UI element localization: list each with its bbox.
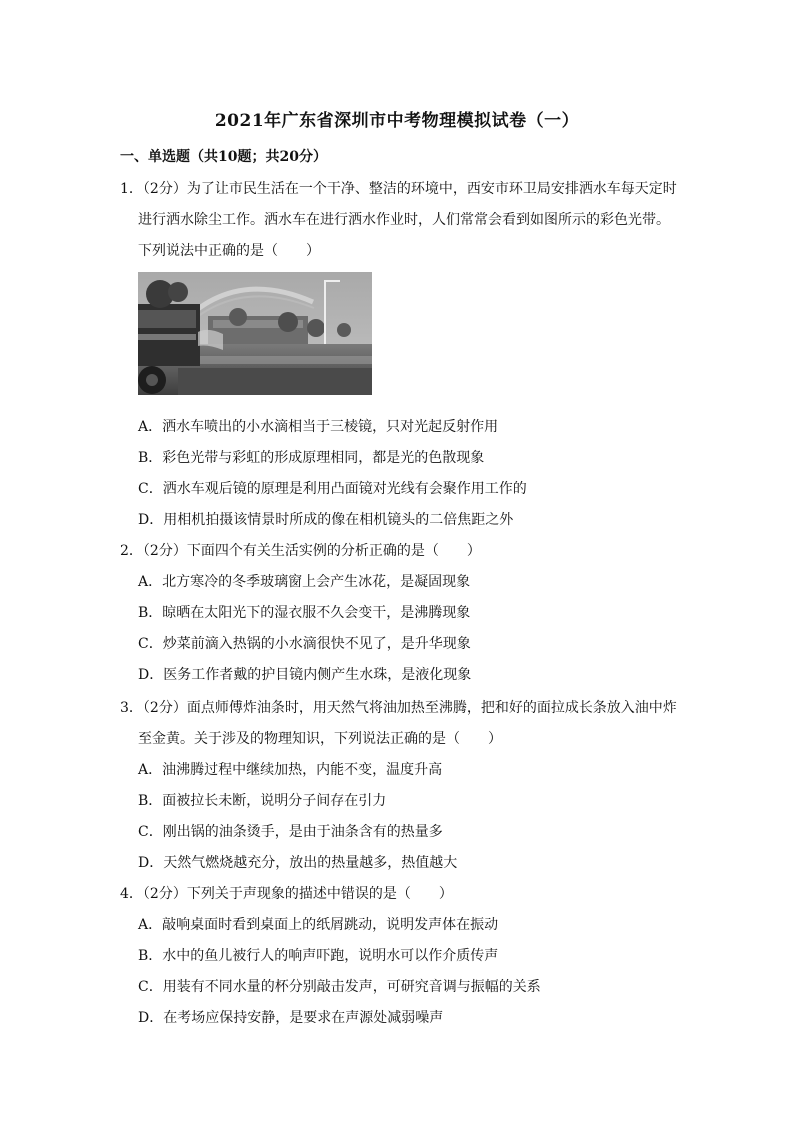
question-3-option-b: B．面被拉长未断，说明分子间存在引力	[138, 793, 387, 809]
question-3-option-a: A．油沸腾过程中继续加热，内能不变，温度升高	[138, 762, 443, 778]
question-4-option-c: C．用装有不同水量的杯分别敲击发声，可研究音调与振幅的关系	[138, 979, 541, 995]
sprinkler-truck-photo	[138, 272, 372, 395]
question-1-text-cont2: 下列说法中正确的是（ ）	[138, 243, 320, 259]
question-3-option-d: D．天然气燃烧越充分，放出的热量越多，热值越大	[138, 855, 458, 871]
question-4-option-b: B．水中的鱼儿被行人的响声吓跑，说明水可以作介质传声	[138, 948, 499, 964]
question-1-text-cont: 进行洒水除尘工作。洒水车在进行洒水作业时，人们常常会看到如图所示的彩色光带。	[138, 212, 670, 228]
question-3-option-c: C．刚出锅的油条烫手，是由于油条含有的热量多	[138, 824, 443, 840]
question-2-text: 2．（2分）下面四个有关生活实例的分析正确的是（ ）	[120, 543, 481, 559]
question-3-text-cont: 至金黄。关于涉及的物理知识，下列说法正确的是（ ）	[138, 731, 502, 747]
question-2-option-a: A．北方寒冷的冬季玻璃窗上会产生冰花，是凝固现象	[138, 574, 471, 590]
question-3-text: 3．（2分）面点师傅炸油条时，用天然气将油加热至沸腾，把和好的面拉成长条放入油中炸	[120, 700, 677, 716]
question-4-option-a: A．敲响桌面时看到桌面上的纸屑跳动，说明发声体在振动	[138, 917, 499, 933]
section-title: 一、单选题（共10题；共20分）	[120, 149, 327, 165]
question-1-option-a: A．洒水车喷出的小水滴相当于三棱镜，只对光起反射作用	[138, 419, 499, 435]
page-title: 2021年广东省深圳市中考物理模拟试卷（一）	[214, 111, 580, 131]
question-4-text: 4．（2分）下列关于声现象的描述中错误的是（ ）	[120, 886, 453, 902]
question-4-option-d: D．在考场应保持安静，是要求在声源处减弱噪声	[138, 1010, 444, 1026]
question-1-option-b: B．彩色光带与彩虹的形成原理相同，都是光的色散现象	[138, 450, 485, 466]
question-2-option-d: D．医务工作者戴的护目镜内侧产生水珠，是液化现象	[138, 667, 472, 683]
question-2-option-b: B．晾晒在太阳光下的湿衣服不久会变干，是沸腾现象	[138, 605, 471, 621]
question-1-text: 1．（2分）为了让市民生活在一个干净、整洁的环境中，西安市环卫局安排洒水车每天定时	[120, 181, 677, 197]
question-2-option-c: C．炒菜前滴入热锅的小水滴很快不见了，是升华现象	[138, 636, 471, 652]
question-1-option-d: D．用相机拍摄该情景时所成的像在相机镜头的二倍焦距之外	[138, 512, 514, 528]
question-1-option-c: C．洒水车观后镜的原理是利用凸面镜对光线有会聚作用工作的	[138, 481, 527, 497]
